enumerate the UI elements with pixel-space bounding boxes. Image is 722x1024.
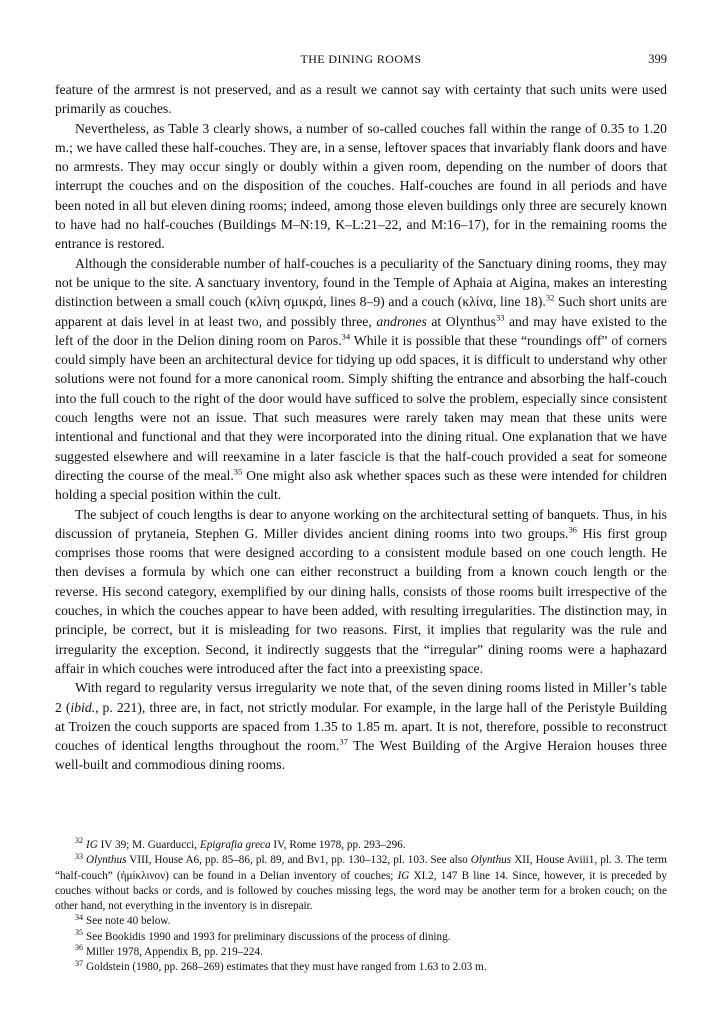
text-run: IV 39; M. Guarducci, bbox=[97, 839, 200, 851]
running-head: THE DINING ROOMS bbox=[300, 52, 422, 66]
footnote-number: 32 bbox=[75, 836, 84, 846]
footnote bbox=[55, 838, 667, 853]
italic-text: IG bbox=[397, 869, 410, 882]
text-run: His first group comprises those rooms that were designed according to a consistent module based on one couch length. He then devises a formula by which one can either reconstruct a building from a known couch length or the reverse. His second category, exemplified by our dining halls, consists of those rooms built irrespective of the couches, in which the couches appear to have been added, with resulting irregularities. The distinction may, in principle, be correct, but it is misleading for two reasons. First, it implies that regularity was the rule and irregularity the exception. Second, it indirectly suggests that the “irregular” dining rooms were a haphazard affair in which couches were introduced after the fact into a preexisting space. bbox=[55, 525, 667, 676]
italic-text: Olynthus bbox=[86, 854, 127, 867]
text-run: VIII, House A6, pp. 85–86, pl. 89, and Bv1, pp. 130–132, pl. 103. See also bbox=[126, 854, 471, 867]
footnote-number: 37 bbox=[75, 958, 84, 968]
text-run: With regard to regularity versus irregularity we note that, of the seven dining rooms listed in Miller’s table 2 ( bbox=[55, 680, 667, 715]
footnote bbox=[55, 930, 667, 945]
text-run: at Olynthus bbox=[426, 313, 496, 329]
page-header bbox=[55, 52, 667, 68]
text-run: feature of the armrest is not preserved, and as a result we cannot say with certainty that such units were used primarily as couches. bbox=[55, 82, 667, 117]
footnote bbox=[55, 853, 667, 914]
body-text bbox=[55, 80, 667, 775]
text-run: Although the considerable number of half-couches is a peculiarity of the Sanctuary dining rooms, they may not be unique to the site. A sanctuary inventory, found in the Temple of Aphaia at Aigina, makes an interesting distinction between a small couch (κλίνη σμικρά, lines 8–9) and a couch (κλίνα, line 18). bbox=[55, 255, 667, 310]
text-run: p. 221), three are, in fact, not strictly modular. For example, in the large hall of the Peristyle Building at Troizen the couch supports are spaced from 1.35 to 1.85 m. apart. It is not, therefore, possible to reconstruct couches of identical lengths throughout the room. bbox=[55, 699, 667, 754]
footnote-number: 33 bbox=[75, 851, 84, 861]
footnote bbox=[55, 960, 667, 975]
footnote-ref: 32 bbox=[545, 292, 555, 303]
text-run: XII, House Aviii1, pl. 3. The term “half-couch” (ἡμίκλινον) can be found in a Delian inventory of couches; bbox=[55, 854, 667, 882]
text-run: Such short units are apparent at dais level in at least two, and possibly three, bbox=[55, 294, 667, 329]
italic-text: IG bbox=[86, 839, 98, 851]
italic-text: ibid., bbox=[70, 699, 99, 715]
footnote bbox=[55, 914, 667, 929]
paragraph bbox=[55, 119, 667, 254]
footnote-ref: 34 bbox=[341, 331, 351, 342]
footnote-ref: 37 bbox=[339, 736, 348, 747]
footnote-number: 35 bbox=[75, 928, 84, 938]
text-run: The subject of couch lengths is dear to anyone working on the architectural setting of banquets. Thus, in his discussion of prytaneia, Stephen G. Miller divides ancient dining rooms into two groups. bbox=[55, 506, 667, 541]
footnote-number: 34 bbox=[75, 912, 84, 922]
italic-text: andrones bbox=[376, 313, 427, 329]
paragraph bbox=[55, 80, 667, 119]
text-run: Nevertheless, as Table 3 clearly shows, a number of so-called couches fall within the range of 0.35 to 1.20 m.; we have called these half-couches. They are, in a sense, leftover spaces that invariably flank doors and have no armrests. They may occur singly or doubly within a given room, depending on the number of doors that interrupt the couches and on the disposition of the couches. Half-couches are found in all periods and have been noted in all but eleven dining rooms; indeed, among those eleven buildings only three are securely known to have had no half-couches (Buildings M–N:19, K–L:21–22, and M:16–17), for in the remaining rooms the entrance is restored. bbox=[55, 120, 667, 252]
italic-text: Epigrafia greca bbox=[199, 839, 271, 851]
text-run: One might also ask whether spaces such as these were intended for children holding a special position within the cult. bbox=[55, 467, 667, 503]
text-run: See Bookidis 1990 and 1993 for preliminary discussions of the process of dining. bbox=[86, 930, 451, 943]
text-run: Miller 1978, Appendix B, pp. 219–224. bbox=[86, 946, 263, 959]
paragraph bbox=[55, 678, 667, 774]
footnote-ref: 35 bbox=[233, 466, 243, 477]
footnotes bbox=[55, 838, 667, 976]
text-run: Goldstein (1980, pp. 268–269) estimates that they must have ranged from 1.63 to 2.03 m. bbox=[86, 961, 487, 974]
paragraph bbox=[55, 505, 667, 679]
text-run: The West Building of the Argive Heraion houses three well-built and commodious dining rooms. bbox=[55, 738, 667, 773]
footnote-ref: 36 bbox=[568, 524, 577, 535]
text-run: XI.2, 147 B line 14. Since, however, it is preceded by couches without backs or cords, and is followed by couches missing legs, the word may be another term for a broken couch; on the other hand, not everything in the inventory is in disrepair. bbox=[55, 869, 667, 913]
text-run: See note 40 below. bbox=[86, 915, 171, 928]
text-run: IV, Rome 1978, pp. 293–296. bbox=[270, 839, 406, 851]
page-number: 399 bbox=[648, 52, 667, 66]
footnote bbox=[55, 945, 667, 960]
footnote-number: 36 bbox=[75, 943, 84, 953]
text-run: While it is possible that these “roundings off” of corners could simply have been an architectural device for tidying up odd spaces, it is difficult to understand why other solutions were not found for a more canonical room. Simply shifting the entrance and absorbing the half-couch into the full couch to the right of the door would have sufficed to solve the problem, especially since consistent couch lengths were not an issue. That such measures were rarely taken may mean that these units were intentional and functional and that they were incorporated into the dining ritual. One explanation that we have suggested elsewhere and will reexamine in a later fascicle is that the half-couch provided a seat for someone directing the course of the meal. bbox=[55, 332, 667, 483]
text-run: and may have existed to the left of the door in the Delion dining room on Paros. bbox=[55, 313, 667, 348]
footnote-ref: 33 bbox=[495, 312, 505, 322]
italic-text: Olynthus bbox=[470, 854, 512, 867]
paragraph bbox=[55, 254, 667, 505]
